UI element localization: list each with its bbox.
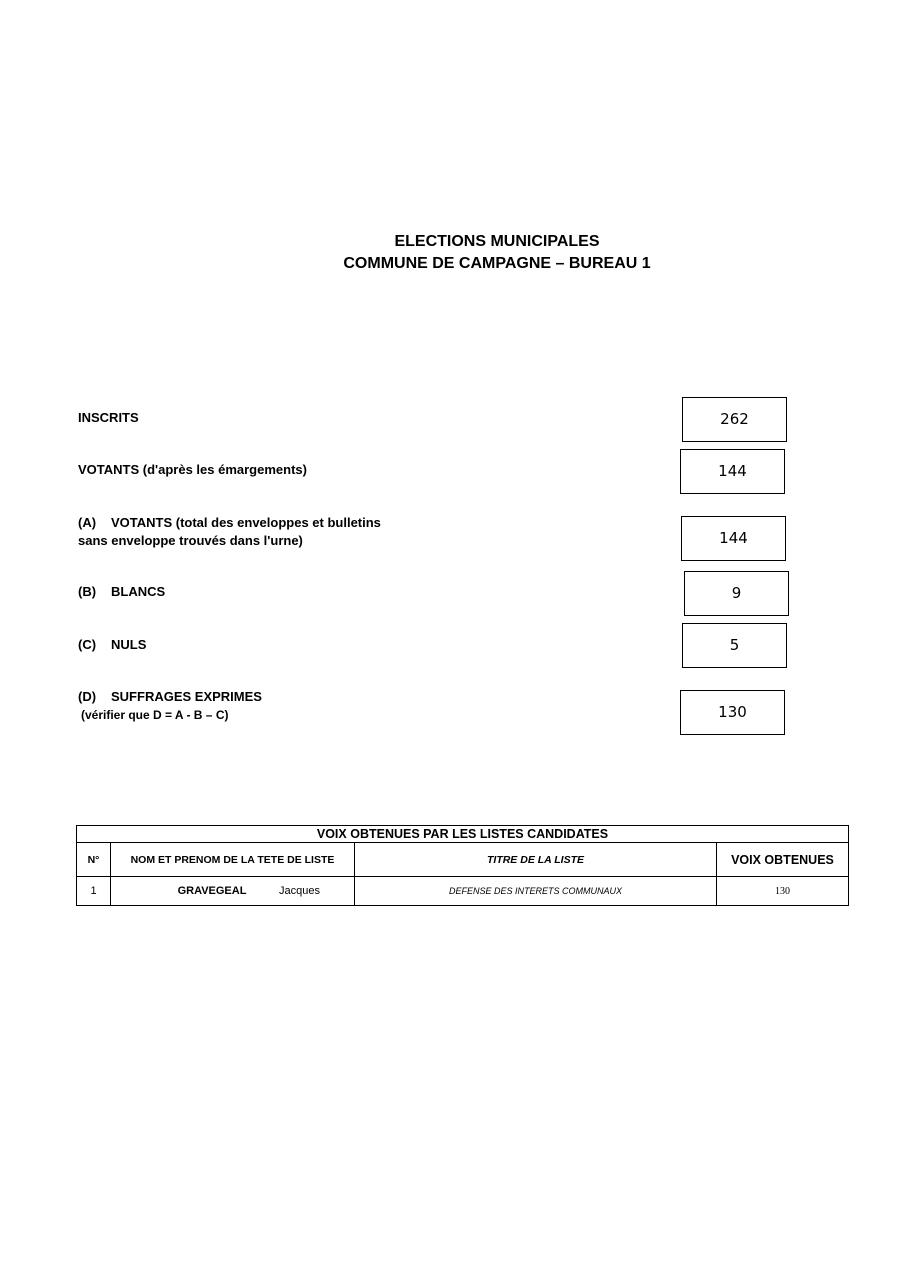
nuls-label-text: NULS xyxy=(111,637,147,652)
row-title: DEFENSE DES INTERETS COMMUNAUX xyxy=(355,877,717,906)
row-first-name: Jacques xyxy=(279,885,320,897)
votants-urne-label-line2: sans enveloppe trouvés dans l'urne) xyxy=(78,533,303,548)
nuls-value-box: 5 xyxy=(682,623,787,668)
votants-urne-tag: (A) xyxy=(78,515,97,530)
column-header-votes: VOIX OBTENUES xyxy=(717,843,849,877)
nuls-label xyxy=(78,636,146,654)
inscrits-label xyxy=(78,409,139,427)
column-header-name: NOM ET PRENOM DE LA TETE DE LISTE xyxy=(111,843,355,877)
row-votes: 130 xyxy=(717,877,849,906)
blancs-label xyxy=(78,583,165,601)
row-name xyxy=(111,877,355,906)
exprimes-note: (vérifier que D = A - B – C) xyxy=(81,708,229,722)
results-header-row xyxy=(77,843,849,877)
column-header-title: TITRE DE LA LISTE xyxy=(355,843,717,877)
blancs-tag: (B) xyxy=(78,584,97,599)
blancs-value-box: 9 xyxy=(684,571,789,616)
document-subtitle: COMMUNE DE CAMPAGNE – BUREAU 1 xyxy=(343,255,651,272)
inscrits-label-text: INSCRITS xyxy=(78,410,139,425)
nuls-tag: (C) xyxy=(78,637,97,652)
exprimes-tag: (D) xyxy=(78,689,97,704)
results-caption-row xyxy=(77,826,849,843)
results-table xyxy=(76,825,849,906)
row-num: 1 xyxy=(77,877,111,906)
votants-emargements-label-text: VOTANTS (d'après les émargements) xyxy=(78,462,307,477)
exprimes-value-box: 130 xyxy=(680,690,785,735)
row-last-name: GRAVEGEAL xyxy=(177,885,247,897)
inscrits-value-box: 262 xyxy=(682,397,787,442)
table-row xyxy=(77,877,849,906)
blancs-label-text: BLANCS xyxy=(111,584,166,599)
votants-urne-label-line1: VOTANTS (total des enveloppes et bulletins xyxy=(111,515,381,530)
votants-emargements-value-box: 144 xyxy=(680,449,785,494)
votants-urne-label xyxy=(78,514,381,550)
results-caption: VOIX OBTENUES PAR LES LISTES CANDIDATES xyxy=(77,826,849,843)
exprimes-label xyxy=(78,688,262,724)
exprimes-label-text: SUFFRAGES EXPRIMES xyxy=(111,689,262,704)
votants-urne-value-box: 144 xyxy=(681,516,786,561)
votants-emargements-label xyxy=(78,461,307,479)
document-title: ELECTIONS MUNICIPALES xyxy=(394,233,600,250)
column-header-num: N° xyxy=(77,843,111,877)
